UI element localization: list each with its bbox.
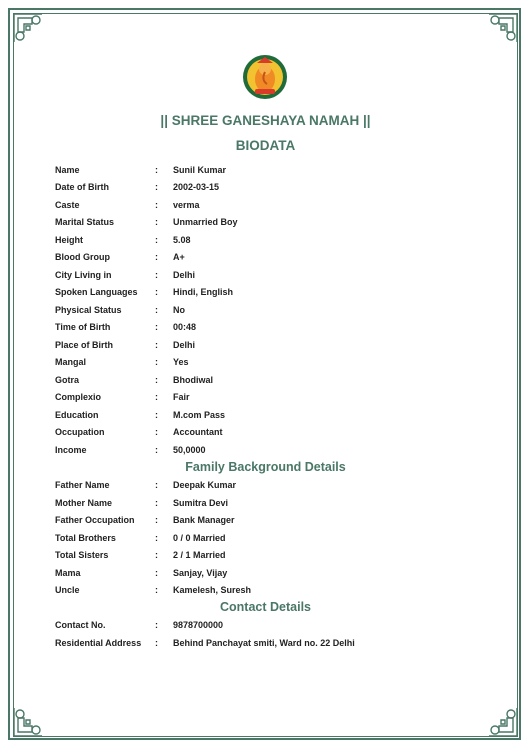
detail-row xyxy=(55,427,495,441)
separator: : xyxy=(155,252,158,262)
separator: : xyxy=(155,550,158,560)
separator: : xyxy=(155,392,158,402)
separator: : xyxy=(155,445,158,455)
separator: : xyxy=(155,620,158,630)
field-label: City Living in xyxy=(55,270,112,280)
invocation-title: || SHREE GANESHAYA NAMAH || xyxy=(160,113,371,128)
field-label: Date of Birth xyxy=(55,182,109,192)
separator: : xyxy=(155,270,158,280)
detail-row xyxy=(55,550,495,564)
field-value: M.com Pass xyxy=(173,410,226,420)
separator: : xyxy=(155,498,158,508)
field-value: Sumitra Devi xyxy=(173,498,229,508)
field-label: Income xyxy=(55,445,87,455)
field-label: Time of Birth xyxy=(55,322,111,332)
separator: : xyxy=(155,533,158,543)
separator: : xyxy=(155,235,158,245)
field-label: Physical Status xyxy=(55,305,122,315)
field-label: Residential Address xyxy=(55,638,142,648)
detail-row xyxy=(55,392,495,406)
corner-ornament-icon xyxy=(487,12,519,44)
detail-row xyxy=(55,638,495,652)
field-value: 2002-03-15 xyxy=(173,182,220,192)
family-section-heading: Family Background Details xyxy=(185,460,346,474)
detail-row xyxy=(55,585,495,599)
detail-row xyxy=(55,620,495,634)
separator: : xyxy=(155,638,158,648)
detail-row xyxy=(55,568,495,582)
ganesha-icon xyxy=(241,53,289,101)
separator: : xyxy=(155,200,158,210)
detail-row xyxy=(55,322,495,336)
field-value: 00:48 xyxy=(173,322,197,332)
detail-row xyxy=(55,235,495,249)
field-label: Occupation xyxy=(55,427,105,437)
detail-row xyxy=(55,252,495,266)
field-label: Mama xyxy=(55,568,81,578)
separator: : xyxy=(155,217,158,227)
field-value: Hindi, English xyxy=(173,287,233,297)
field-label: Complexio xyxy=(55,392,102,402)
field-value: 50,0000 xyxy=(173,445,206,455)
field-value: Behind Panchayat smiti, Ward no. 22 Delhi xyxy=(173,638,355,648)
separator: : xyxy=(155,515,158,525)
field-label: Name xyxy=(55,165,80,175)
field-label: Blood Group xyxy=(55,252,110,262)
detail-row xyxy=(55,287,495,301)
field-value: Sanjay, Vijay xyxy=(173,568,228,578)
detail-row xyxy=(55,480,495,494)
field-label: Total Sisters xyxy=(55,550,109,560)
field-value: Unmarried Boy xyxy=(173,217,238,227)
detail-row xyxy=(55,305,495,319)
page-title: BIODATA xyxy=(235,138,296,153)
field-value: Sunil Kumar xyxy=(173,165,227,175)
separator: : xyxy=(155,480,158,490)
detail-row xyxy=(55,533,495,547)
detail-row xyxy=(55,375,495,389)
separator: : xyxy=(155,410,158,420)
field-value: Bhodiwal xyxy=(173,375,213,385)
field-label: Place of Birth xyxy=(55,340,114,350)
field-value: 5.08 xyxy=(173,235,191,245)
field-label: Marital Status xyxy=(55,217,115,227)
field-label: Father Name xyxy=(55,480,110,490)
separator: : xyxy=(155,165,158,175)
field-value: Deepak Kumar xyxy=(173,480,237,490)
detail-row xyxy=(55,270,495,284)
detail-row xyxy=(55,200,495,214)
detail-row xyxy=(55,165,495,179)
field-label: Height xyxy=(55,235,83,245)
separator: : xyxy=(155,322,158,332)
detail-row xyxy=(55,515,495,529)
field-label: Education xyxy=(55,410,99,420)
field-label: Father Occupation xyxy=(55,515,135,525)
contact-section-heading: Contact Details xyxy=(220,600,311,614)
corner-ornament-icon xyxy=(487,706,519,738)
field-value: Yes xyxy=(173,357,189,367)
field-label: Mangal xyxy=(55,357,87,367)
field-value: Delhi xyxy=(173,340,196,350)
separator: : xyxy=(155,287,158,297)
field-value: Fair xyxy=(173,392,190,402)
separator: : xyxy=(155,340,158,350)
detail-row xyxy=(55,445,495,459)
field-label: Spoken Languages xyxy=(55,287,138,297)
field-value: Accountant xyxy=(173,427,223,437)
field-value: 9878700000 xyxy=(173,620,224,630)
separator: : xyxy=(155,568,158,578)
field-value: 2 / 1 Married xyxy=(173,550,226,560)
separator: : xyxy=(155,585,158,595)
field-label: Gotra xyxy=(55,375,80,385)
corner-ornament-icon xyxy=(12,706,44,738)
detail-row xyxy=(55,498,495,512)
separator: : xyxy=(155,375,158,385)
field-value: Delhi xyxy=(173,270,196,280)
field-value: A+ xyxy=(173,252,185,262)
separator: : xyxy=(155,182,158,192)
detail-row xyxy=(55,357,495,371)
field-value: 0 / 0 Married xyxy=(173,533,226,543)
field-label: Caste xyxy=(55,200,80,210)
separator: : xyxy=(155,357,158,367)
corner-ornament-icon xyxy=(12,12,44,44)
field-value: Kamelesh, Suresh xyxy=(173,585,252,595)
field-label: Mother Name xyxy=(55,498,113,508)
detail-row xyxy=(55,217,495,231)
detail-row xyxy=(55,410,495,424)
detail-row xyxy=(55,182,495,196)
separator: : xyxy=(155,427,158,437)
field-label: Uncle xyxy=(55,585,80,595)
field-label: Total Brothers xyxy=(55,533,116,543)
detail-row xyxy=(55,340,495,354)
field-value: Bank Manager xyxy=(173,515,235,525)
field-value: verma xyxy=(173,200,200,210)
field-value: No xyxy=(173,305,185,315)
field-label: Contact No. xyxy=(55,620,106,630)
separator: : xyxy=(155,305,158,315)
